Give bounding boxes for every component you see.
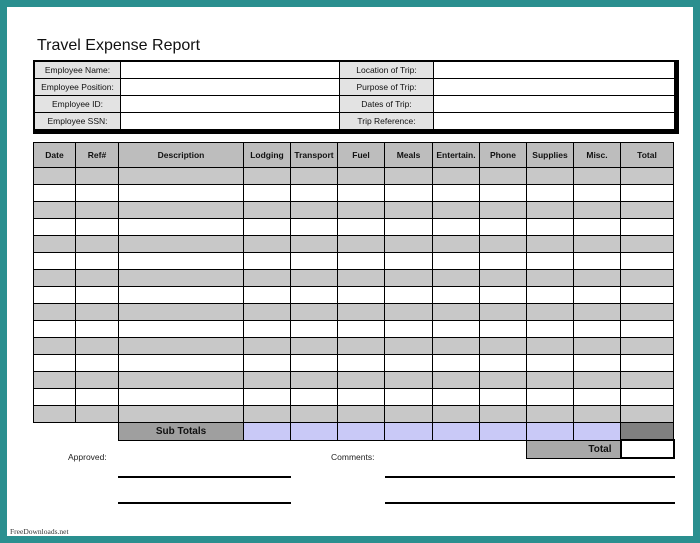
expense-cell[interactable] — [244, 406, 291, 423]
expense-cell[interactable] — [119, 253, 244, 270]
expense-cell[interactable] — [385, 236, 433, 253]
expense-cell[interactable] — [76, 372, 119, 389]
expense-cell[interactable] — [34, 185, 76, 202]
expense-cell[interactable] — [621, 219, 674, 236]
expense-cell[interactable] — [621, 168, 674, 185]
column-header: Meals — [385, 143, 433, 168]
expense-cell[interactable] — [433, 389, 480, 406]
expense-cell[interactable] — [338, 321, 385, 338]
expense-cell[interactable] — [527, 236, 574, 253]
expense-cell[interactable] — [119, 236, 244, 253]
expense-cell[interactable] — [244, 355, 291, 372]
employee-field-label: Employee ID: — [35, 96, 120, 112]
table-row — [34, 253, 674, 270]
expense-cell[interactable] — [385, 321, 433, 338]
expense-cell[interactable] — [480, 236, 527, 253]
expense-table-wrap — [33, 142, 675, 459]
expense-cell[interactable] — [76, 355, 119, 372]
expense-cell[interactable] — [527, 168, 574, 185]
expense-cell[interactable] — [527, 253, 574, 270]
expense-cell[interactable] — [34, 321, 76, 338]
expense-cell[interactable] — [433, 355, 480, 372]
expense-cell[interactable] — [574, 270, 621, 287]
expense-cell[interactable] — [527, 185, 574, 202]
expense-cell[interactable] — [621, 406, 674, 423]
expense-cell[interactable] — [433, 236, 480, 253]
expense-cell[interactable] — [480, 253, 527, 270]
expense-cell[interactable] — [385, 304, 433, 321]
column-header: Description — [119, 143, 244, 168]
expense-cell[interactable] — [119, 355, 244, 372]
expense-cell[interactable] — [480, 372, 527, 389]
table-row — [34, 219, 674, 236]
table-row — [34, 270, 674, 287]
expense-cell[interactable] — [244, 321, 291, 338]
expense-cell[interactable] — [338, 287, 385, 304]
expense-cell[interactable] — [385, 202, 433, 219]
expense-cell[interactable] — [291, 185, 338, 202]
column-header: Entertain. — [433, 143, 480, 168]
expense-cell[interactable] — [480, 287, 527, 304]
expense-cell[interactable] — [291, 270, 338, 287]
expense-cell[interactable] — [385, 219, 433, 236]
expense-cell[interactable] — [385, 355, 433, 372]
expense-cell[interactable] — [244, 185, 291, 202]
trip-field-input[interactable] — [434, 113, 674, 129]
expense-cell[interactable] — [244, 287, 291, 304]
expense-cell[interactable] — [574, 287, 621, 304]
comments-line-1[interactable] — [385, 476, 675, 478]
expense-cell[interactable] — [76, 185, 119, 202]
expense-cell[interactable] — [76, 219, 119, 236]
expense-cell[interactable] — [76, 338, 119, 355]
column-header: Supplies — [527, 143, 574, 168]
expense-cell[interactable] — [34, 168, 76, 185]
expense-cell[interactable] — [244, 168, 291, 185]
expense-cell[interactable] — [291, 372, 338, 389]
expense-cell[interactable] — [527, 406, 574, 423]
expense-cell[interactable] — [76, 287, 119, 304]
expense-cell[interactable] — [338, 304, 385, 321]
expense-cell[interactable] — [291, 321, 338, 338]
expense-cell[interactable] — [433, 304, 480, 321]
column-header: Misc. — [574, 143, 621, 168]
expense-cell[interactable] — [244, 304, 291, 321]
expense-cell[interactable] — [291, 219, 338, 236]
table-row — [34, 321, 674, 338]
expense-cell[interactable] — [385, 270, 433, 287]
expense-cell[interactable] — [621, 321, 674, 338]
expense-cell[interactable] — [244, 372, 291, 389]
column-header: Ref# — [76, 143, 119, 168]
expense-cell[interactable] — [34, 202, 76, 219]
table-row — [34, 236, 674, 253]
expense-cell[interactable] — [244, 270, 291, 287]
subtotals-label: Sub Totals — [119, 423, 244, 441]
table-row — [34, 185, 674, 202]
expense-cell[interactable] — [76, 202, 119, 219]
subtotals-spacer — [34, 423, 119, 441]
expense-cell[interactable] — [34, 355, 76, 372]
expense-cell[interactable] — [338, 253, 385, 270]
expense-cell[interactable] — [338, 185, 385, 202]
expense-cell[interactable] — [76, 253, 119, 270]
expense-cell[interactable] — [34, 287, 76, 304]
expense-cell[interactable] — [621, 304, 674, 321]
expense-cell[interactable] — [244, 338, 291, 355]
column-header: Transport — [291, 143, 338, 168]
table-row — [34, 406, 674, 423]
expense-cell[interactable] — [621, 253, 674, 270]
expense-cell[interactable] — [574, 304, 621, 321]
expense-cell[interactable] — [119, 321, 244, 338]
total-spacer — [34, 440, 527, 458]
expense-cell[interactable] — [527, 355, 574, 372]
page-title: Travel Expense Report — [37, 37, 201, 54]
trip-field-label: Trip Reference: — [340, 113, 433, 129]
expense-cell[interactable] — [244, 253, 291, 270]
expense-cell[interactable] — [385, 287, 433, 304]
expense-cell[interactable] — [527, 321, 574, 338]
column-header: Total — [621, 143, 674, 168]
expense-cell[interactable] — [338, 338, 385, 355]
expense-cell[interactable] — [385, 338, 433, 355]
expense-cell[interactable] — [433, 287, 480, 304]
expense-cell[interactable] — [76, 321, 119, 338]
expense-cell[interactable] — [574, 202, 621, 219]
column-header: Lodging — [244, 143, 291, 168]
expense-cell[interactable] — [338, 270, 385, 287]
expense-cell[interactable] — [621, 202, 674, 219]
table-row — [34, 355, 674, 372]
expense-cell[interactable] — [433, 321, 480, 338]
subtotal-cell[interactable] — [338, 423, 385, 441]
subtotal-cell[interactable] — [291, 423, 338, 441]
expense-cell[interactable] — [291, 338, 338, 355]
expense-cell[interactable] — [480, 202, 527, 219]
expense-cell[interactable] — [34, 406, 76, 423]
expense-cell[interactable] — [433, 185, 480, 202]
expense-cell[interactable] — [76, 406, 119, 423]
expense-cell[interactable] — [34, 270, 76, 287]
expense-cell[interactable] — [119, 202, 244, 219]
employee-field-label: Employee Position: — [35, 79, 120, 95]
expense-cell[interactable] — [76, 389, 119, 406]
expense-cell[interactable] — [338, 355, 385, 372]
expense-cell[interactable] — [527, 372, 574, 389]
expense-cell[interactable] — [385, 406, 433, 423]
expense-cell[interactable] — [119, 304, 244, 321]
comments-line-2[interactable] — [385, 502, 675, 504]
expense-cell[interactable] — [385, 389, 433, 406]
subtotal-cell[interactable] — [480, 423, 527, 441]
subtotal-cell[interactable] — [574, 423, 621, 441]
table-row — [34, 389, 674, 406]
expense-cell[interactable] — [574, 185, 621, 202]
expense-cell[interactable] — [621, 355, 674, 372]
expense-cell[interactable] — [119, 338, 244, 355]
expense-cell[interactable] — [574, 236, 621, 253]
expense-cell[interactable] — [34, 304, 76, 321]
expense-cell[interactable] — [119, 287, 244, 304]
expense-cell[interactable] — [574, 372, 621, 389]
subtotal-cell[interactable] — [244, 423, 291, 441]
expense-cell[interactable] — [574, 253, 621, 270]
expense-cell[interactable] — [291, 168, 338, 185]
expense-cell[interactable] — [480, 406, 527, 423]
expense-cell[interactable] — [34, 253, 76, 270]
expense-cell[interactable] — [338, 219, 385, 236]
employee-field-label: Employee Name: — [35, 62, 120, 78]
expense-cell[interactable] — [621, 287, 674, 304]
expense-cell[interactable] — [291, 389, 338, 406]
employee-field-label: Employee SSN: — [35, 113, 120, 129]
expense-cell[interactable] — [119, 389, 244, 406]
expense-cell[interactable] — [433, 372, 480, 389]
expense-cell[interactable] — [291, 202, 338, 219]
expense-cell[interactable] — [433, 270, 480, 287]
grand-total-label: Total — [527, 440, 621, 458]
expense-cell[interactable] — [244, 389, 291, 406]
expense-cell[interactable] — [527, 270, 574, 287]
expense-cell[interactable] — [119, 185, 244, 202]
expense-cell[interactable] — [574, 406, 621, 423]
info-row — [35, 96, 674, 112]
expense-cell[interactable] — [433, 406, 480, 423]
expense-cell[interactable] — [119, 406, 244, 423]
expense-cell[interactable] — [119, 168, 244, 185]
employee-field-input[interactable] — [121, 113, 339, 129]
expense-cell[interactable] — [621, 236, 674, 253]
expense-cell[interactable] — [34, 338, 76, 355]
expense-cell[interactable] — [574, 168, 621, 185]
employee-info-grid — [33, 60, 679, 134]
expense-cell[interactable] — [119, 270, 244, 287]
expense-cell[interactable] — [621, 389, 674, 406]
expense-cell[interactable] — [433, 253, 480, 270]
trip-field-label: Purpose of Trip: — [340, 79, 433, 95]
expense-cell[interactable] — [574, 321, 621, 338]
expense-cell[interactable] — [480, 338, 527, 355]
subtotal-cell[interactable] — [385, 423, 433, 441]
expense-cell[interactable] — [76, 168, 119, 185]
expense-cell[interactable] — [480, 168, 527, 185]
expense-cell[interactable] — [480, 321, 527, 338]
expense-cell[interactable] — [574, 219, 621, 236]
subtotal-cell[interactable] — [433, 423, 480, 441]
expense-cell[interactable] — [338, 406, 385, 423]
column-header: Fuel — [338, 143, 385, 168]
expense-cell[interactable] — [385, 253, 433, 270]
info-row — [35, 113, 674, 129]
trip-field-label: Dates of Trip: — [340, 96, 433, 112]
expense-cell[interactable] — [433, 219, 480, 236]
expense-cell[interactable] — [291, 287, 338, 304]
credit-text: FreeDownloads.net — [10, 527, 69, 536]
expense-cell[interactable] — [480, 355, 527, 372]
subtotals-row — [34, 423, 674, 441]
table-header-row — [34, 143, 674, 168]
table-row — [34, 372, 674, 389]
expense-cell[interactable] — [385, 185, 433, 202]
expense-table — [33, 142, 675, 459]
expense-cell[interactable] — [527, 389, 574, 406]
expense-cell[interactable] — [527, 338, 574, 355]
expense-cell[interactable] — [34, 236, 76, 253]
expense-cell[interactable] — [291, 304, 338, 321]
column-header: Date — [34, 143, 76, 168]
expense-cell[interactable] — [385, 372, 433, 389]
expense-cell[interactable] — [480, 219, 527, 236]
expense-cell[interactable] — [338, 372, 385, 389]
expense-cell[interactable] — [34, 372, 76, 389]
expense-cell[interactable] — [244, 202, 291, 219]
info-row — [35, 62, 674, 78]
expense-cell[interactable] — [291, 406, 338, 423]
approved-signature-line-2[interactable] — [118, 502, 291, 504]
expense-cell[interactable] — [338, 236, 385, 253]
expense-cell[interactable] — [244, 219, 291, 236]
trip-field-input[interactable] — [434, 96, 674, 112]
grand-total-input[interactable] — [621, 440, 674, 458]
expense-cell[interactable] — [291, 253, 338, 270]
approved-label: Approved: — [68, 452, 107, 462]
expense-cell[interactable] — [480, 185, 527, 202]
expense-cell[interactable] — [433, 338, 480, 355]
expense-cell[interactable] — [338, 389, 385, 406]
expense-cell[interactable] — [574, 389, 621, 406]
info-row — [35, 79, 674, 95]
employee-field-input[interactable] — [121, 79, 339, 95]
expense-cell[interactable] — [480, 270, 527, 287]
expense-cell[interactable] — [119, 219, 244, 236]
expense-cell[interactable] — [76, 304, 119, 321]
expense-cell[interactable] — [621, 338, 674, 355]
table-row — [34, 287, 674, 304]
expense-cell[interactable] — [433, 202, 480, 219]
trip-field-label: Location of Trip: — [340, 62, 433, 78]
table-row — [34, 304, 674, 321]
expense-cell[interactable] — [621, 372, 674, 389]
approved-signature-line-1[interactable] — [118, 476, 291, 478]
expense-cell[interactable] — [119, 372, 244, 389]
table-row — [34, 338, 674, 355]
subtotal-cell[interactable] — [527, 423, 574, 441]
expense-cell[interactable] — [338, 168, 385, 185]
expense-cell[interactable] — [244, 236, 291, 253]
table-row — [34, 202, 674, 219]
table-row — [34, 168, 674, 185]
expense-cell[interactable] — [34, 389, 76, 406]
expense-cell[interactable] — [574, 338, 621, 355]
expense-cell[interactable] — [574, 355, 621, 372]
expense-cell[interactable] — [385, 168, 433, 185]
expense-cell[interactable] — [433, 168, 480, 185]
expense-cell[interactable] — [527, 287, 574, 304]
expense-cell[interactable] — [34, 219, 76, 236]
comments-label: Comments: — [331, 452, 375, 462]
expense-cell[interactable] — [291, 236, 338, 253]
subtotal-total-cell — [621, 423, 674, 441]
expense-cell[interactable] — [621, 270, 674, 287]
employee-field-input[interactable] — [121, 96, 339, 112]
expense-cell[interactable] — [291, 355, 338, 372]
expense-cell[interactable] — [527, 219, 574, 236]
expense-cell[interactable] — [527, 202, 574, 219]
expense-cell[interactable] — [527, 304, 574, 321]
trip-field-input[interactable] — [434, 62, 674, 78]
expense-cell[interactable] — [480, 304, 527, 321]
trip-field-input[interactable] — [434, 79, 674, 95]
expense-cell[interactable] — [76, 270, 119, 287]
expense-cell[interactable] — [621, 185, 674, 202]
expense-cell[interactable] — [76, 236, 119, 253]
column-header: Phone — [480, 143, 527, 168]
expense-cell[interactable] — [480, 389, 527, 406]
employee-field-input[interactable] — [121, 62, 339, 78]
expense-cell[interactable] — [338, 202, 385, 219]
